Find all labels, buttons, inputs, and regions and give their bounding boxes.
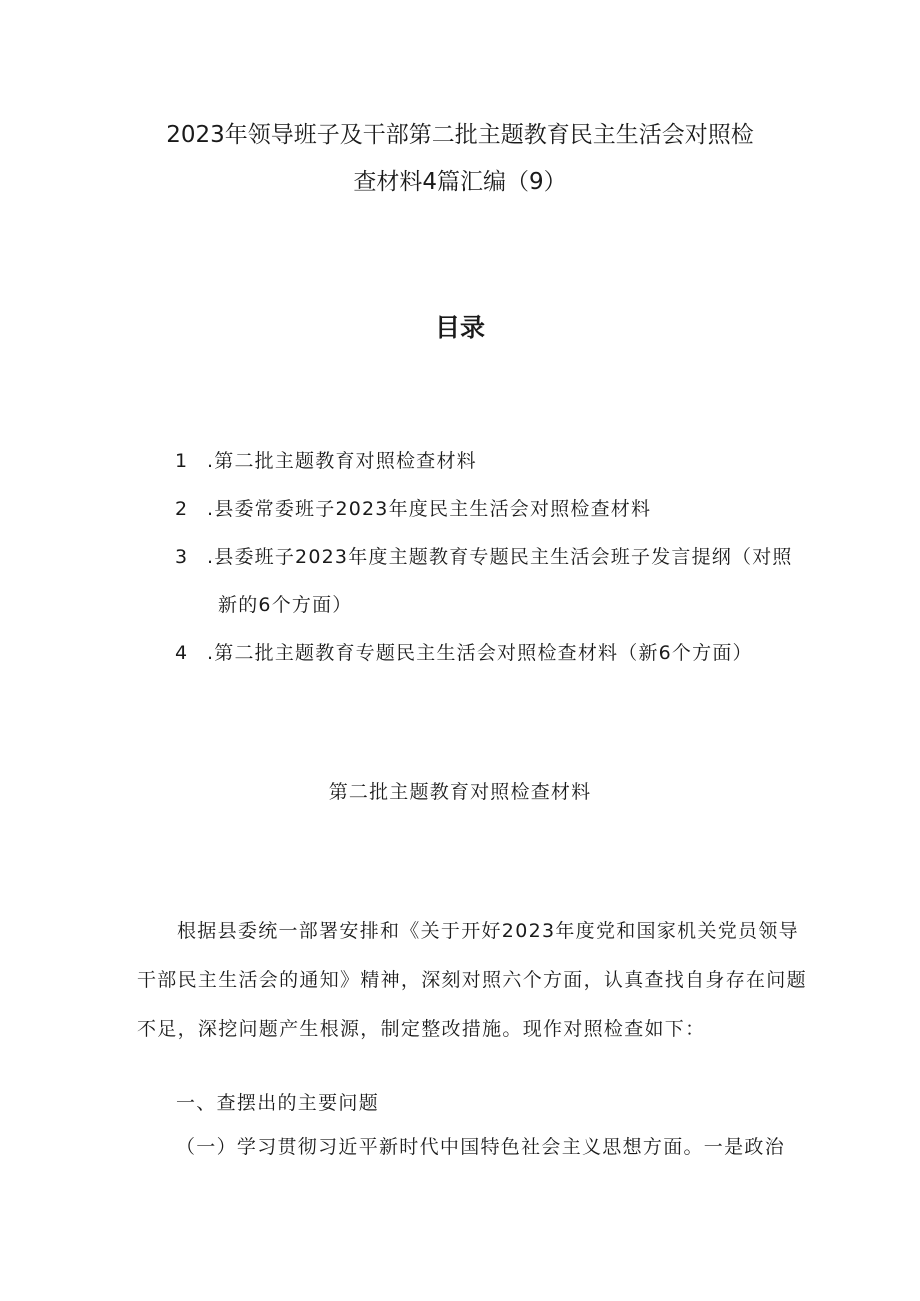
toc-item-text: .县委常委班子2023年度民主生活会对照检查材料 [207,498,652,520]
toc-item-text: .第二批主题教育专题民主生活会对照检查材料（新6个方面） [207,642,753,664]
body-text-line: 不足，深挖问题产生根源，制定整改措施。现作对照检查如下： [137,1018,706,1040]
section-title: 第二批主题教育对照检查材料 [328,781,592,803]
toc-item-text: .县委班子2023年度主题教育专题民主生活会班子发言提纲（对照 [207,546,793,568]
subsection-heading: （一）学习贯彻习近平新时代中国特色社会主义思想方面。一是政治 [176,1136,786,1158]
toc-item [175,446,477,473]
body-text-line: 根据县委统一部署安排和《关于开好2023年度党和国家机关党员领导 [177,920,799,942]
document-title-line-1: 2023年领导班子及干部第二批主题教育民主生活会对照检 [166,122,754,148]
toc-item [175,638,753,665]
toc-item [175,494,651,521]
body-text-line: 干部民主生活会的通知》精神，深刻对照六个方面，认真查找自身存在问题 [137,969,807,991]
document-title-line-2: 查材料4篇汇编（9） [353,169,567,195]
toc-item [175,542,793,569]
toc-item-continuation: 新的6个方面） [218,594,353,616]
toc-heading: 目录 [434,313,485,342]
toc-item-number: 2 [175,498,189,520]
section-heading: 一、查摆出的主要问题 [176,1092,380,1114]
toc-item-number: 1 [175,450,189,472]
toc-item-number: 3 [175,546,189,568]
toc-item-text: .第二批主题教育对照检查材料 [207,450,477,472]
toc-item-number: 4 [175,642,189,664]
